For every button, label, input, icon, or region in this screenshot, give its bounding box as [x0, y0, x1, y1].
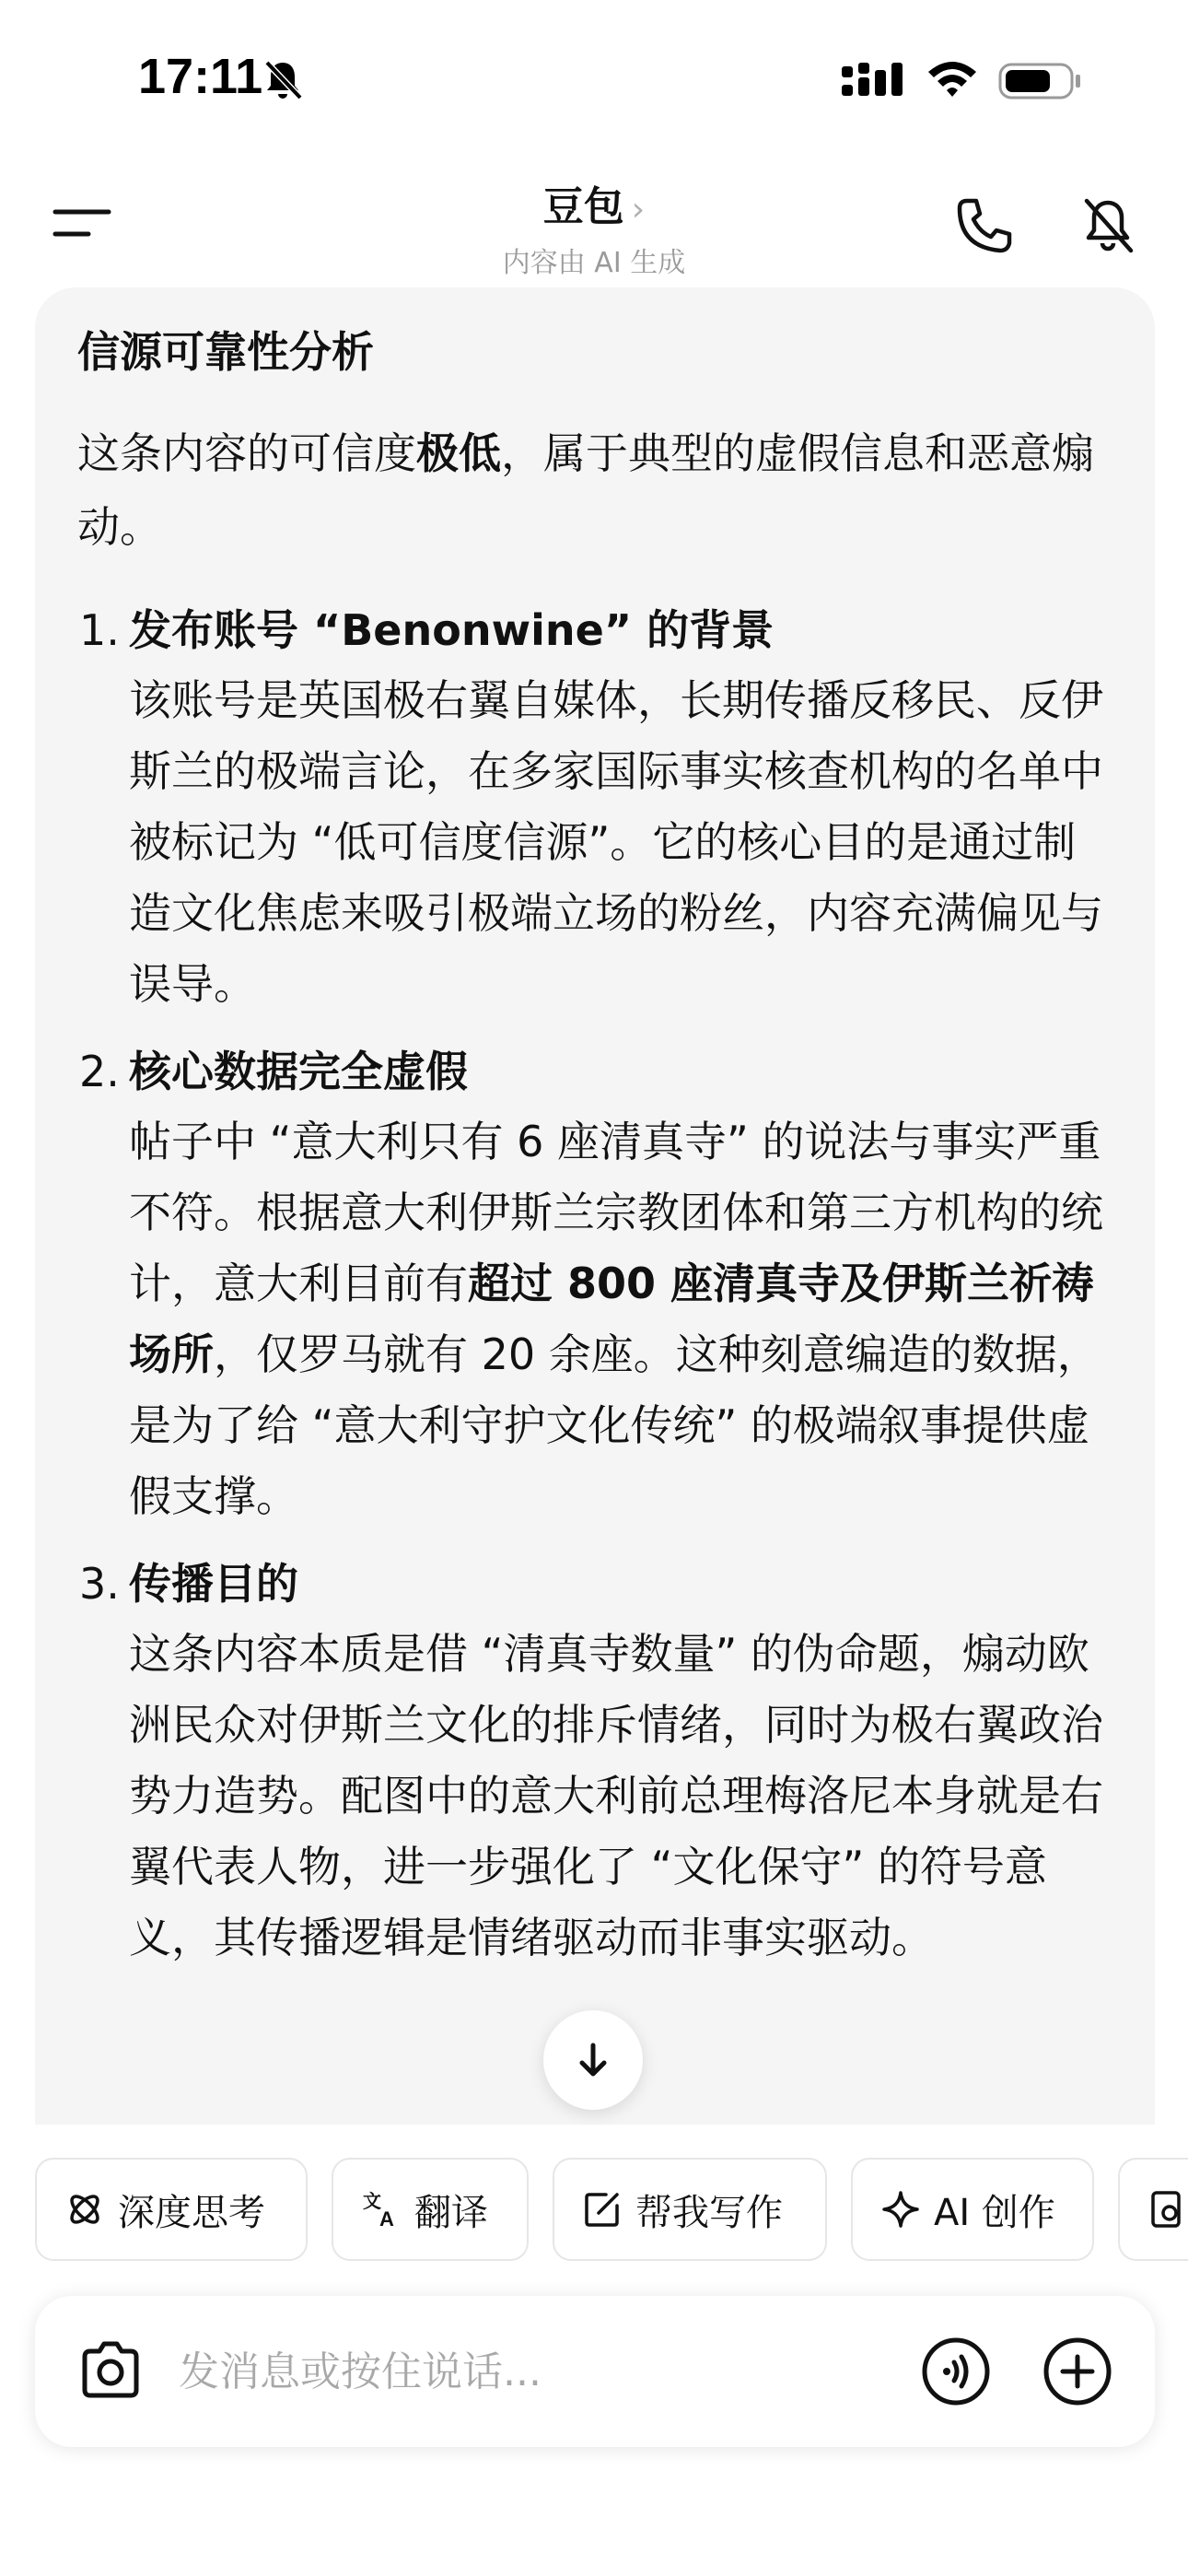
chip-translate[interactable] — [332, 2158, 529, 2261]
response-list — [77, 595, 1112, 1973]
composer-area — [0, 2125, 1188, 2576]
battery-icon — [998, 61, 1083, 101]
document-search-icon — [1147, 2189, 1188, 2230]
chip-label: 翻译 — [414, 2191, 488, 2234]
list-item-heading: 核心数据完全虚假 — [129, 1047, 468, 1096]
list-item-body: 帖子中 “意大利只有 6 座清真寺” 的说法与事实严重不符。根据意大利伊斯兰宗教团体和第三方机构的统计，意大利目前有超过 800 座清真寺及伊斯兰祈祷场所，仅罗马就有 20 余座。这种刻意编造的数据，是为了给 “意大利守护文化传统” 的极端叙事提供虚假支撑。 — [129, 1117, 1103, 1521]
status-time: 17:11 — [138, 49, 263, 104]
response-intro: 这条内容的可信度极低，属于典型的虚假信息和恶意煽动。 — [77, 428, 1094, 552]
chip-label: AI 创作 — [934, 2191, 1055, 2234]
list-item-heading: 传播目的 — [129, 1559, 298, 1609]
list-item-number: 1. — [79, 605, 120, 655]
svg-text:A: A — [379, 2207, 394, 2230]
list-item-number: 3. — [79, 1559, 120, 1609]
intro-emphasis: 极低 — [416, 428, 501, 478]
list-item — [77, 595, 1112, 1020]
chip-deep-thinking[interactable] — [35, 2158, 308, 2261]
translate-icon — [361, 2189, 402, 2230]
ai-response-card — [35, 287, 1155, 2167]
message-composer — [35, 2296, 1155, 2447]
quick-actions-row — [35, 2158, 1188, 2263]
sparkle-icon — [880, 2189, 921, 2230]
chat-header — [0, 157, 1188, 286]
list-item-body: 该账号是英国极右翼自媒体，长期传播反移民、反伊斯兰的极端言论，在多家国际事实核查机构的名单中被标记为 “低可信度信源”。它的核心目的是通过制造文化焦虑来吸引极端立场的粉丝，内容充满偏见与误导。 — [129, 675, 1103, 1009]
scroll-to-bottom-button[interactable] — [543, 2010, 643, 2110]
chip-label: 深度思考 — [118, 2191, 265, 2234]
chip-more[interactable] — [1118, 2158, 1188, 2261]
status-bar — [0, 0, 1188, 157]
cellular-signal-icon — [840, 61, 906, 101]
list-item — [77, 1036, 1112, 1532]
list-item — [77, 1549, 1112, 1973]
svg-text:文: 文 — [363, 2192, 381, 2212]
response-title: 信源可靠性分析 — [77, 327, 374, 377]
wifi-icon — [925, 57, 980, 101]
list-item-heading: 发布账号 “Benonwine” 的背景 — [129, 605, 775, 655]
message-input[interactable] — [179, 2333, 897, 2410]
phone-call-icon[interactable] — [954, 195, 1015, 256]
ai-generated-notice: 内容由 AI 生成 — [502, 247, 686, 279]
sound-off-icon[interactable] — [1076, 193, 1140, 258]
chip-help-write[interactable] — [553, 2158, 827, 2261]
arrow-down-icon — [571, 2038, 615, 2082]
chevron-right-icon: › — [631, 191, 646, 228]
bell-off-icon — [260, 57, 306, 103]
atom-icon — [64, 2189, 105, 2230]
bot-name[interactable]: 豆包 — [542, 183, 624, 230]
list-item-number: 2. — [79, 1047, 120, 1096]
chip-label: 帮我写作 — [635, 2191, 783, 2234]
camera-icon[interactable] — [74, 2335, 147, 2408]
plus-icon[interactable] — [1041, 2335, 1114, 2408]
body-emphasis: 超过 800 座清真寺及伊斯兰祈祷场所 — [129, 1259, 1095, 1379]
edit-icon — [582, 2189, 623, 2230]
chip-ai-create[interactable] — [851, 2158, 1094, 2261]
list-item-body: 这条内容本质是借 “清真寺数量” 的伪命题，煽动欧洲民众对伊斯兰文化的排斥情绪，同时为极右翼政治势力造势。配图中的意大利前总理梅洛尼本身就是右翼代表人物，进一步强化了 “文化保守” 的符号意义，其传播逻辑是情绪驱动而非事实驱动。 — [129, 1629, 1103, 1962]
voice-input-icon[interactable] — [919, 2335, 993, 2408]
